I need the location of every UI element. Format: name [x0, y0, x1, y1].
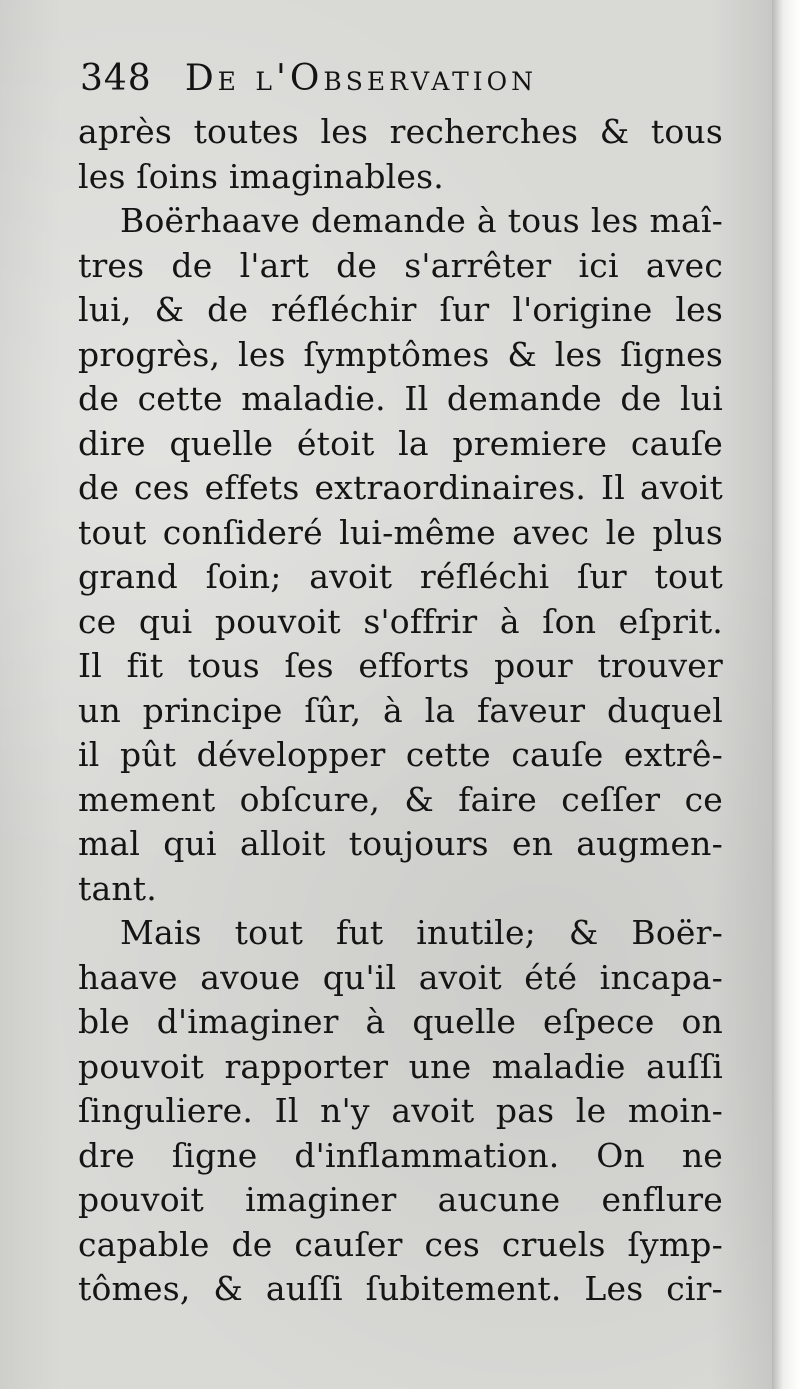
body-text — [78, 110, 723, 1312]
text-line: Mais tout fut inutile; & Boër- — [120, 913, 723, 952]
text-line: un principe ſûr, à la faveur duquel — [78, 690, 723, 730]
text-line: tant. — [78, 868, 157, 908]
text-line: tômes, & auſſi ſubitement. Les cir- — [78, 1269, 723, 1308]
text-line: tres de l'art de s'arrêter ici avec — [78, 245, 723, 285]
text-line: Boërhaave demande à tous les maî- — [120, 201, 723, 240]
text-line: de cette maladie. Il demande de lui — [78, 379, 723, 418]
running-head — [80, 58, 720, 112]
page-edge — [772, 0, 800, 1389]
text-line: tout conſideré lui-même avec le plus — [78, 512, 723, 552]
text-line: dre ſigne d'inflammation. On ne — [78, 1135, 723, 1175]
running-title: De l'Observation — [184, 58, 538, 99]
text-line: Il fit tous ſes efforts pour trouver — [78, 646, 723, 685]
text-line: grand ſoin; avoit réfléchi ſur tout — [78, 557, 723, 596]
text-line: dire quelle étoit la premiere cauſe — [78, 423, 723, 463]
text-line: il pût développer cette cauſe extrê- — [78, 735, 723, 774]
text-line: les ſoins imaginables. — [78, 156, 444, 196]
text-line: lui, & de réfléchir ſur l'origine les — [78, 290, 723, 329]
text-line: pouvoit imaginer aucune enflure — [78, 1180, 723, 1219]
text-line: haave avoue qu'il avoit été incapa- — [78, 957, 723, 997]
text-line: mement obſcure, & faire ceſſer ce — [78, 779, 723, 819]
text-line: après toutes les recherches & tous — [78, 112, 723, 151]
text-line: ble d'imaginer à quelle eſpece on — [78, 1002, 723, 1041]
text-line: mal qui alloit toujours en augmen- — [78, 824, 723, 863]
text-line: ce qui pouvoit s'offrir à ſon eſprit. — [78, 601, 723, 641]
text-line: pouvoit rapporter une maladie auſſi — [78, 1046, 723, 1086]
text-line: ſinguliere. Il n'y avoit pas le moin- — [78, 1091, 723, 1130]
page-number: 348 — [80, 58, 152, 99]
text-line: progrès, les ſymptômes & les ſignes — [78, 334, 723, 374]
text-line: capable de cauſer ces cruels ſymp- — [78, 1224, 723, 1264]
text-line: de ces effets extraordinaires. Il avoit — [78, 468, 723, 507]
